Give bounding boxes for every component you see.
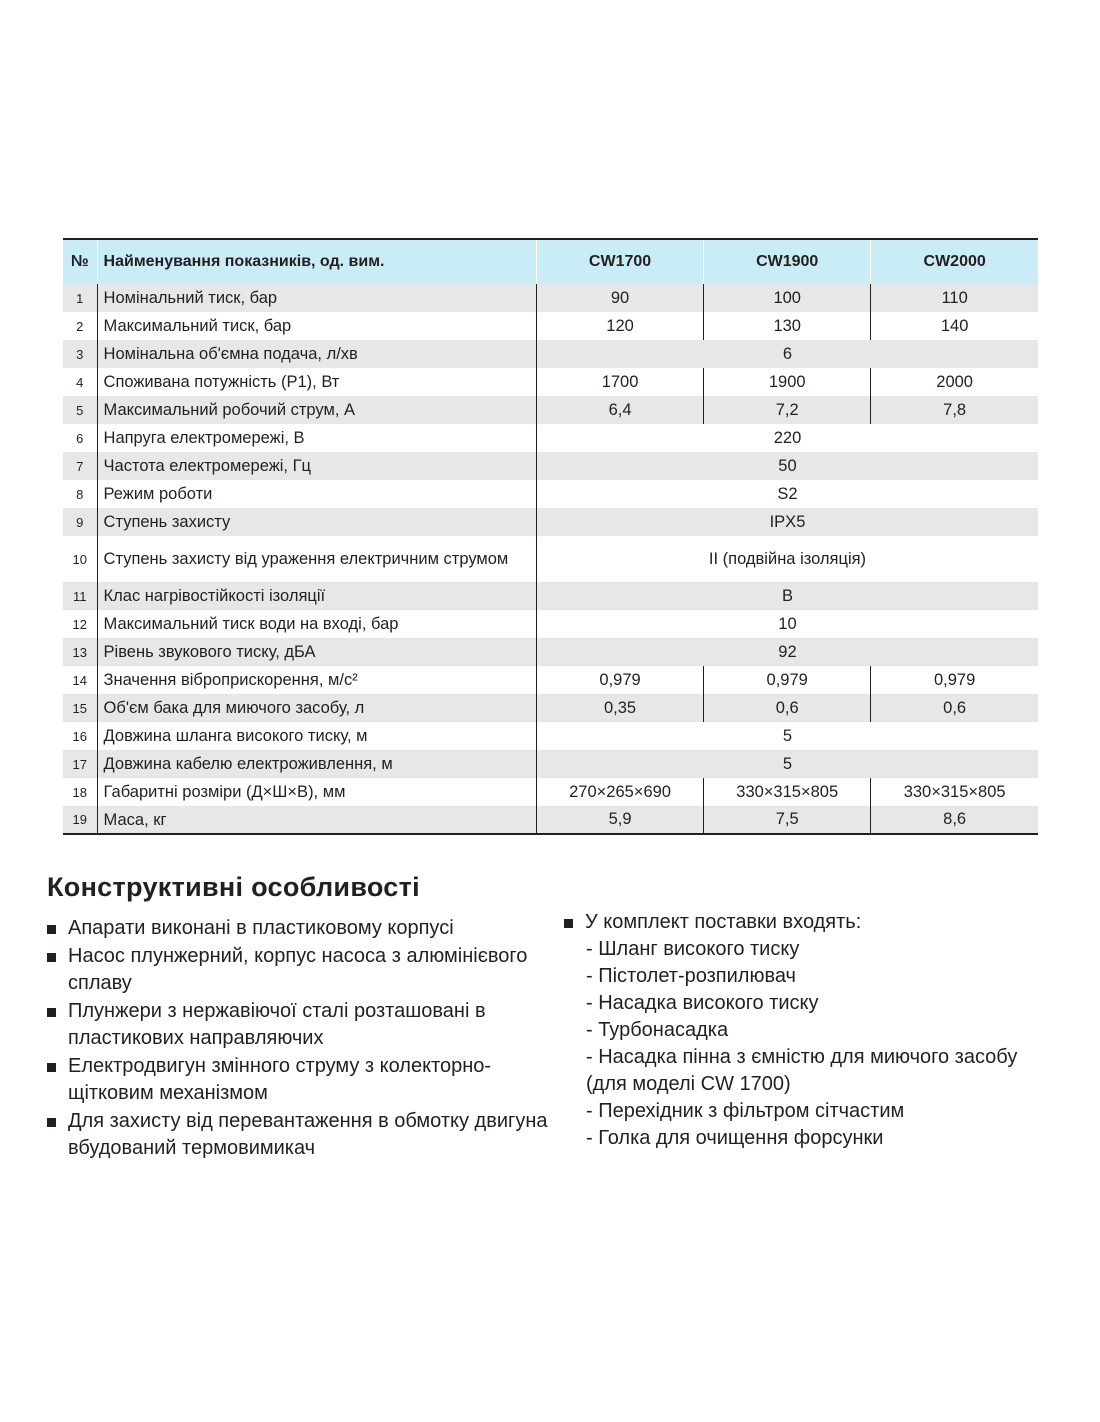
table-body	[63, 284, 1038, 834]
parameter-value: 110	[871, 284, 1038, 312]
table-row	[63, 340, 1038, 368]
table-row	[63, 666, 1038, 694]
bullet-icon	[564, 919, 573, 928]
feature-text: Плунжери з нержавіючої сталі розташовані в пластикових направляючих	[68, 1000, 486, 1049]
spec-table	[63, 238, 1038, 835]
feature-item	[47, 1053, 552, 1107]
parameter-name: Довжина кабелю електроживлення, м	[103, 755, 393, 773]
parameter-name: Напруга електромережі, В	[103, 429, 305, 447]
row-number: 13	[63, 638, 97, 666]
table-row	[63, 508, 1038, 536]
parameter-name: Ступень захисту від ураження електричним струмом	[103, 550, 509, 568]
parameter-value: 0,979	[871, 666, 1038, 694]
parameter-value: S2	[536, 480, 1038, 508]
parameter-value: 7,2	[704, 396, 871, 424]
row-number: 8	[63, 480, 97, 508]
table-row	[63, 368, 1038, 396]
kit-item: - Голка для очищення форсунки	[586, 1127, 884, 1149]
parameter-value: 10	[536, 610, 1038, 638]
header-name: Найменування показників, од. вим.	[97, 239, 536, 284]
parameter-name: Максимальний тиск води на вході, бар	[103, 615, 399, 633]
table-row	[63, 284, 1038, 312]
parameter-value: 7,8	[871, 396, 1038, 424]
features-list	[47, 915, 552, 1163]
table-row	[63, 424, 1038, 452]
header-num: №	[70, 253, 89, 270]
parameter-value: 6,4	[536, 396, 703, 424]
kit-item: (для моделі CW 1700)	[586, 1073, 791, 1095]
parameter-value: 330×315×805	[704, 778, 871, 806]
table-row	[63, 806, 1038, 834]
parameter-name: Значення віброприскорення, м/с²	[103, 671, 358, 689]
parameter-value: 92	[536, 638, 1038, 666]
table-row	[63, 722, 1038, 750]
kit-item: - Пістолет-розпилювач	[586, 965, 796, 987]
row-number: 1	[63, 284, 97, 312]
table-header-row	[63, 239, 1038, 284]
header-model: CW2000	[871, 239, 1038, 284]
row-number: 10	[63, 536, 97, 582]
parameter-value: 100	[704, 284, 871, 312]
kit-item: - Перехідник з фільтром сітчастим	[586, 1100, 905, 1122]
parameter-value: 90	[536, 284, 703, 312]
table-row	[63, 582, 1038, 610]
parameter-value: 7,5	[704, 806, 871, 834]
parameter-name: Об'єм бака для миючого засобу, л	[103, 699, 365, 717]
table-row	[63, 750, 1038, 778]
row-number: 18	[63, 778, 97, 806]
parameter-value: B	[536, 582, 1038, 610]
parameter-value: 0,979	[536, 666, 703, 694]
parameter-value: 140	[871, 312, 1038, 340]
row-number: 14	[63, 666, 97, 694]
bullet-icon	[47, 953, 56, 962]
kit-heading-item	[564, 909, 1064, 936]
row-number: 3	[63, 340, 97, 368]
parameter-name: Максимальний тиск, бар	[103, 317, 292, 335]
parameter-value: 2000	[871, 368, 1038, 396]
feature-text: Електродвигун змінного струму з колекторно-щітковим механізмом	[68, 1055, 492, 1104]
row-number: 9	[63, 508, 97, 536]
parameter-value: IPX5	[536, 508, 1038, 536]
parameter-name: Споживана потужність (P1), Вт	[103, 373, 340, 391]
feature-item	[47, 1108, 552, 1162]
parameter-value: 5	[536, 750, 1038, 778]
bullet-icon	[47, 1118, 56, 1127]
row-number: 7	[63, 452, 97, 480]
feature-item	[47, 998, 552, 1052]
table-row	[63, 638, 1038, 666]
row-number: 16	[63, 722, 97, 750]
row-number: 15	[63, 694, 97, 722]
parameter-value: 5,9	[536, 806, 703, 834]
feature-text: Насос плунжерний, корпус насоса з алюмінієвого сплаву	[68, 945, 528, 994]
parameter-value: 6	[536, 340, 1038, 368]
parameter-value: 0,6	[704, 694, 871, 722]
kit-item: - Насадка високого тиску	[586, 992, 819, 1014]
row-number: 19	[63, 806, 97, 834]
parameter-value: 120	[536, 312, 703, 340]
kit-list	[564, 909, 1064, 1152]
feature-text: Апарати виконані в пластиковому корпусі	[68, 917, 454, 939]
table-row	[63, 396, 1038, 424]
kit-item: - Шланг високого тиску	[586, 938, 800, 960]
kit-item: - Насадка пінна з ємністю для миючого засобу	[586, 1046, 1018, 1068]
parameter-name: Довжина шланга високого тиску, м	[103, 727, 368, 745]
parameter-name: Рівень звукового тиску, дБА	[103, 643, 316, 661]
kit-item: - Турбонасадка	[586, 1019, 729, 1041]
parameter-name: Номінальний тиск, бар	[103, 289, 278, 307]
parameter-value: 270×265×690	[536, 778, 703, 806]
parameter-name: Маса, кг	[103, 810, 167, 829]
row-number: 5	[63, 396, 97, 424]
row-number: 12	[63, 610, 97, 638]
parameter-name: Габаритні розміри (Д×Ш×В), мм	[103, 783, 346, 801]
parameter-value: 1700	[536, 368, 703, 396]
parameter-value: 0,35	[536, 694, 703, 722]
parameter-value: 5	[536, 722, 1038, 750]
parameter-value: 0,6	[871, 694, 1038, 722]
row-number: 6	[63, 424, 97, 452]
parameter-value: 0,979	[704, 666, 871, 694]
parameter-value: II (подвійна ізоляція)	[536, 536, 1038, 582]
parameter-value: 130	[704, 312, 871, 340]
parameter-name: Клас нагрівостійкості ізоляції	[103, 587, 326, 605]
table-row	[63, 610, 1038, 638]
row-number: 4	[63, 368, 97, 396]
table-row	[63, 480, 1038, 508]
parameter-name: Частота електромережі, Гц	[103, 457, 311, 475]
parameter-value: 1900	[704, 368, 871, 396]
parameter-name: Максимальний робочий струм, А	[103, 401, 355, 419]
parameter-name: Ступень захисту	[103, 513, 231, 531]
bullet-icon	[47, 1008, 56, 1017]
parameter-name: Номінальна об'ємна подача, л/хв	[103, 345, 358, 363]
feature-text: Для захисту від перевантаження в обмотку двигуна вбудований термовимикач	[68, 1110, 548, 1159]
kit-heading: У комплект поставки входять:	[585, 911, 862, 933]
table-row	[63, 778, 1038, 806]
row-number: 17	[63, 750, 97, 778]
bullet-icon	[47, 925, 56, 934]
row-number: 11	[63, 582, 97, 610]
table-row	[63, 312, 1038, 340]
header-model: CW1700	[536, 239, 703, 284]
feature-item	[47, 943, 552, 997]
table-row	[63, 694, 1038, 722]
table-row	[63, 452, 1038, 480]
parameter-value: 220	[536, 424, 1038, 452]
header-model: CW1900	[704, 239, 871, 284]
bullet-icon	[47, 1063, 56, 1072]
features-title: Конструктивні особливості	[47, 872, 420, 902]
parameter-name: Режим роботи	[103, 485, 213, 503]
parameter-value: 8,6	[871, 806, 1038, 834]
row-number: 2	[63, 312, 97, 340]
parameter-value: 330×315×805	[871, 778, 1038, 806]
feature-item	[47, 915, 552, 942]
parameter-value: 50	[536, 452, 1038, 480]
table-row	[63, 536, 1038, 582]
